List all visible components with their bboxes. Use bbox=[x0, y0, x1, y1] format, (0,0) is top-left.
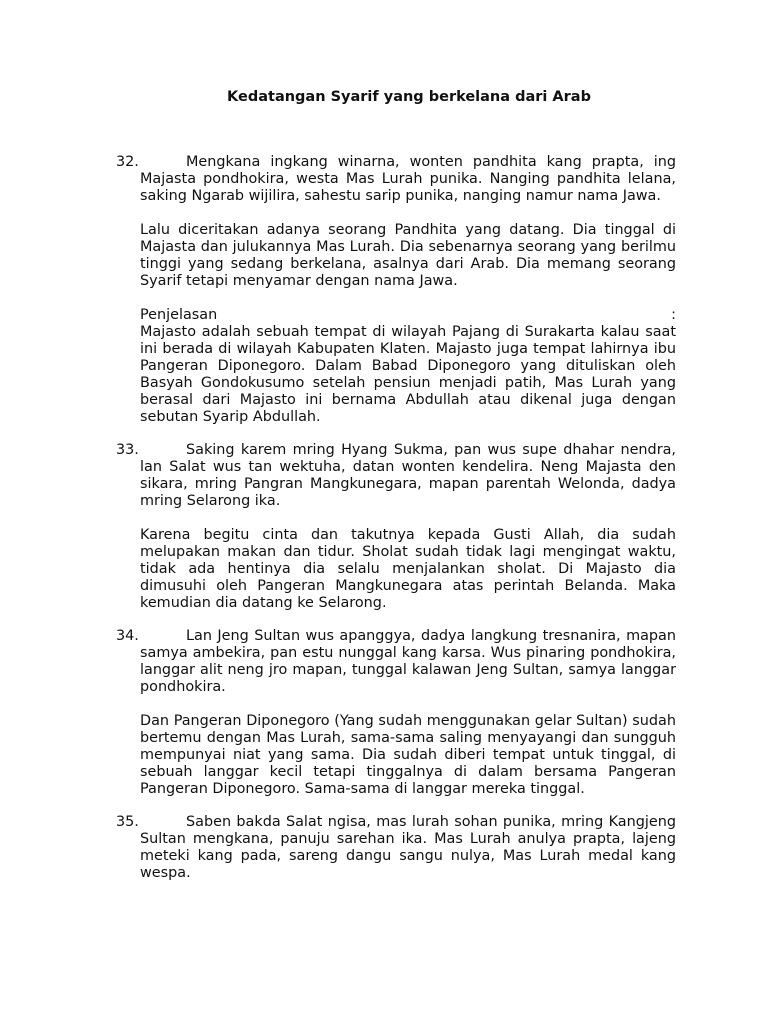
stanza-34 bbox=[116, 628, 676, 798]
explanation-paragraph: Majasto adalah sebuah tempat di wilayah Pajang di Surakarta kalau saat ini berada di wilayah Kabupaten Klaten. Majasto juga tempat lahirnya ibu Pangeran Diponegoro. Dalam Babad Diponegoro yang dituliskan oleh Basyah Gondokusumo setelah pensiun menjadi patih, Mas Lurah yang berasal dari Majasto ini bernama Abdullah atau dikenal juga dengan sebutan Syarip Abdullah. bbox=[140, 324, 676, 425]
stanza-35 bbox=[116, 814, 676, 882]
note-heading-line bbox=[140, 307, 676, 324]
javanese-verse: Saben bakda Salat ngisa, mas lurah sohan punika, mring Kangjeng Sultan mengkana, panuju sarehan ika. Mas Lurah anulya prapta, lajeng meteki kang pada, sareng dangu sangu nulya, Mas Lurah medal kang wespa. bbox=[140, 814, 676, 881]
javanese-verse: Saking karem mring Hyang Sukma, pan wus supe dhahar nendra, lan Salat wus tan wektuha, datan wonten kendelira. Neng Majasta den sikara, mring Pangran Mangkunegara, mapan parentah Welonda, dadya mring Selarong ika. bbox=[140, 442, 676, 509]
document-body bbox=[116, 154, 676, 898]
stanza-number: 33. bbox=[116, 442, 139, 458]
stanza-33 bbox=[116, 442, 676, 612]
translation-paragraph: Karena begitu cinta dan takutnya kepada Gusti Allah, dia sudah melupakan makan dan tidur. Sholat sudah tidak lagi mengingat waktu, tidak ada hentinya dia selalu menjalankan sholat. Di Majasto dia dimusuhi oleh Pangeran Mangkunegara atas perintah Belanda. Maka kemudian dia datang ke Selarong. bbox=[140, 527, 676, 611]
note-heading: Penjelasan bbox=[140, 307, 218, 323]
translation-paragraph: Dan Pangeran Diponegoro (Yang sudah menggunakan gelar Sultan) sudah bertemu dengan Mas Lurah, sama-sama saling menyayangi dan sungguh mempunyai niat yang sama. Dia sudah diberi tempat untuk tinggal, di sebuah langgar kecil tetapi tinggalnya di dalam bersama Pangeran Pangeran Diponegoro. Sama-sama di langgar mereka tinggal. bbox=[140, 713, 676, 797]
stanza-number: 34. bbox=[116, 628, 139, 644]
javanese-verse: Mengkana ingkang winarna, wonten pandhita kang prapta, ing Majasta pondhokira, westa Mas Lurah punika. Nanging pandhita lelana, saking Ngarab wijilira, sahestu sarip punika, nanging namur nama Jawa. bbox=[140, 154, 676, 204]
stanza-32 bbox=[116, 154, 676, 426]
stanza-number: 35. bbox=[116, 814, 139, 830]
note-colon: : bbox=[671, 307, 676, 323]
document-title: Kedatangan Syarif yang berkelana dari Arab bbox=[227, 89, 591, 105]
stanza-number: 32. bbox=[116, 154, 139, 170]
javanese-verse: Lan Jeng Sultan wus apanggya, dadya langkung tresnanira, mapan samya ambekira, pan estu nunggal kang karsa. Wus pinaring pondhokira, langgar alit neng jro mapan, tunggal kalawan Jeng Sultan, samya langgar pondhokira. bbox=[140, 628, 676, 695]
translation-paragraph: Lalu diceritakan adanya seorang Pandhita yang datang. Dia tinggal di Majasta dan julukannya Mas Lurah. Dia sebenarnya seorang yang berilmu tinggi yang sedang berkelana, asalnya dari Arab. Dia memang seorang Syarif tetapi menyamar dengan nama Jawa. bbox=[140, 222, 676, 289]
